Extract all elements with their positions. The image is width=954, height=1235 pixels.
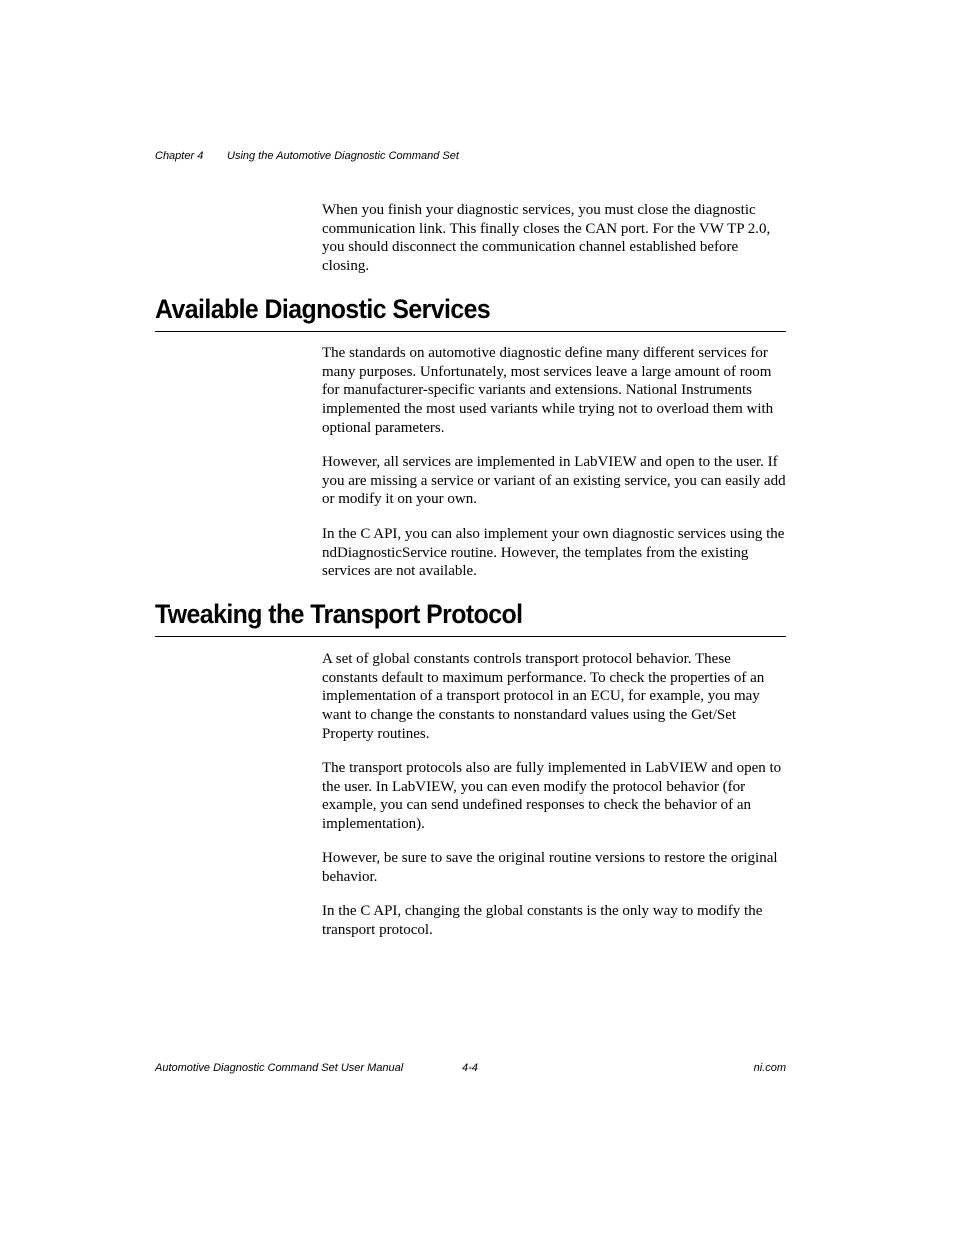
transport-paragraph-4: In the C API, changing the global constants is the only way to modify the transport protocol. <box>322 903 763 938</box>
running-header <box>155 150 459 162</box>
manual-title: Automotive Diagnostic Command Set User Manual <box>155 1062 404 1074</box>
services-paragraph-3: In the C API, you can also implement your own diagnostic services using the ndDiagnosticService routine. However, the templates from the existing services are not available. <box>322 526 785 580</box>
services-paragraph-2: However, all services are implemented in LabVIEW and open to the user. If you are missing a service or variant of an existing service, you can easily add or modify it on your own. <box>322 454 786 508</box>
transport-paragraph-2: The transport protocols also are fully implemented in LabVIEW and open to the user. In LabVIEW, you can even modify the protocol behavior (for example, you can send undefined responses to check the behavior of an implementation). <box>322 760 782 833</box>
section-divider <box>155 331 786 332</box>
page-number: 4-4 <box>462 1062 478 1074</box>
chapter-title: Using the Automotive Diagnostic Command Set <box>227 150 459 162</box>
website-link[interactable]: ni.com <box>753 1062 786 1074</box>
running-footer <box>155 1062 786 1078</box>
chapter-label: Chapter 4 <box>155 150 204 162</box>
section-heading-available-services: Available Diagnostic Services <box>155 294 491 324</box>
transport-paragraph-1: A set of global constants controls transport protocol behavior. These constants default to maximum performance. To check the properties of an implementation of a transport protocol in an ECU, for example, you may want to change the constants to nonstandard values using the Get/Set Property routines. <box>322 651 765 742</box>
section-divider <box>155 636 786 637</box>
transport-paragraph-3: However, be sure to save the original routine versions to restore the original behavior. <box>322 850 778 885</box>
section-heading-transport-protocol: Tweaking the Transport Protocol <box>155 599 523 629</box>
intro-paragraph: When you finish your diagnostic services, you must close the diagnostic communication link. This finally closes the CAN port. For the VW TP 2.0, you should disconnect the communication channel established before closing. <box>322 202 771 275</box>
services-paragraph-1: The standards on automotive diagnostic define many different services for many purposes. Unfortunately, most services leave a large amount of room for manufacturer-specific variants and extensions. National Instruments implemented the most used variants while trying not to overload them with optional parameters. <box>322 345 774 436</box>
